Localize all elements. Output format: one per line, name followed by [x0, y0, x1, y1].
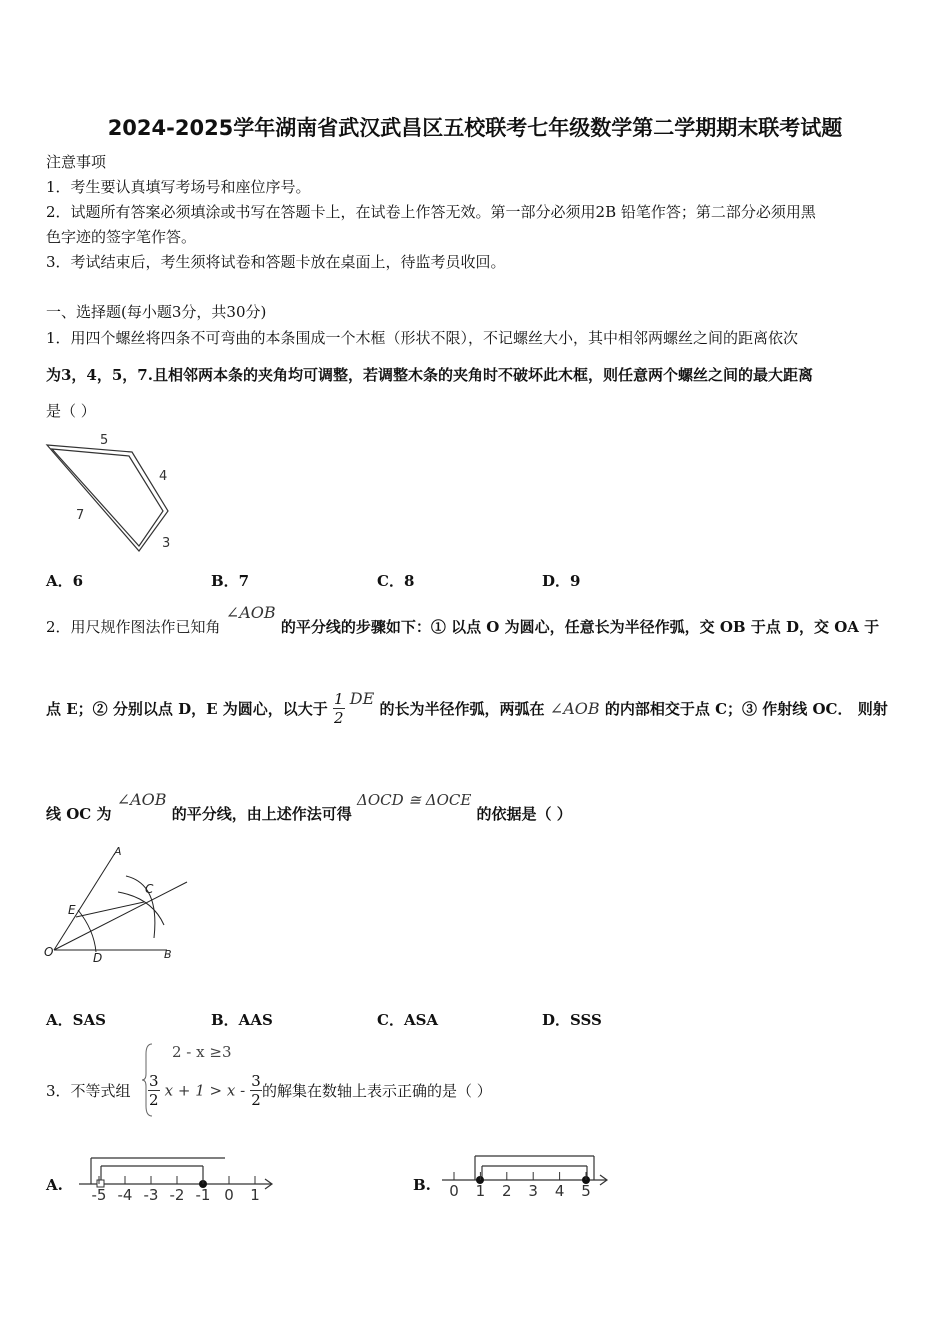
q2-line3-mid: 的平分线，由上述作法可得 — [171, 805, 352, 823]
q1-option-b[interactable]: B．7 — [211, 572, 250, 590]
q2-half-fraction — [333, 690, 345, 727]
q1-figure — [40, 425, 190, 560]
q2-option-c[interactable]: C．ASA — [377, 1011, 439, 1029]
q2-half-num: 1 — [334, 690, 344, 708]
q2-line2-post: 的内部相交于点 C；③ 作射线 OC． 则射 — [604, 700, 888, 718]
q2-label-e: E — [68, 903, 76, 917]
q3-post: 的解集在数轴上表示正确的是（ ） — [262, 1082, 492, 1100]
q2-label-o: O — [44, 945, 54, 959]
q1-line1: 1．用四个螺丝将四条不可弯曲的本条围成一个木框（形状不限），不记螺丝大小，其中相邻两螺丝之间的距离依次 — [46, 329, 799, 347]
q3-ineq2 — [148, 1072, 262, 1109]
q3-pre: 3．不等式组 — [46, 1082, 131, 1100]
q1-frame-inner — [52, 449, 163, 546]
note-item-3: 3．考试结束后，考生须将试卷和答题卡放在桌面上，待监考员收回。 — [46, 253, 506, 271]
q2-line3-post: 的依据是（ ） — [476, 805, 572, 823]
axis-a-tick-label: -1 — [195, 1186, 211, 1204]
q2-line1-post: 的平分线的步骤如下：① 以点 O 为圆心，任意长为半径作弧，交 OB 于点 D，交 OA 于 — [280, 618, 880, 636]
q1-label-bottom: 3 — [162, 536, 171, 551]
note-item-2b: 色字迹的签字笔作答。 — [46, 228, 197, 246]
q2-de: DE — [349, 689, 375, 708]
q1-frame-outer — [47, 445, 171, 551]
q2-line2-mid: 的长为半径作弧，两弧在 — [379, 700, 545, 718]
ray-oa — [54, 853, 115, 950]
q3-ineq2-mid: x + 1 > x - — [164, 1081, 246, 1100]
q1-option-c[interactable]: C．8 — [377, 572, 415, 590]
note-item-1: 1．考生要认真填写考场号和座位序号。 — [46, 178, 311, 196]
q2-angle-1: ∠AOB — [225, 603, 276, 622]
q2-label-c: C — [145, 882, 154, 896]
q3-numberline-b[interactable] — [440, 1150, 615, 1205]
q2-option-a[interactable]: A．SAS — [46, 1011, 106, 1029]
q2-angle-2: ∠AOB — [549, 699, 600, 718]
q2-label-b: B — [164, 948, 172, 961]
q2-congruence: ΔOCD ≅ ΔOCE — [357, 791, 472, 809]
axis-b-tick-label: 0 — [449, 1182, 459, 1200]
q3-frac-2 — [250, 1072, 262, 1109]
q3-frac-2-num: 3 — [251, 1072, 261, 1090]
section-heading: 一、选择题(每小题3分，共30分) — [46, 303, 267, 321]
page-title: 2024-2025学年湖南省武汉武昌区五校联考七年级数学第二学期期末联考试题 — [107, 116, 843, 140]
q1-option-a[interactable]: A．6 — [46, 572, 84, 590]
axis-a-tick-label: 0 — [224, 1186, 234, 1204]
q1-label-right: 4 — [159, 469, 168, 484]
q2-label-d: D — [93, 951, 103, 965]
axis-b-tick-label: 5 — [581, 1182, 591, 1200]
axis-b-tick-label: 3 — [528, 1182, 538, 1200]
notes-heading: 注意事项 — [46, 153, 107, 171]
q2-half-den: 2 — [334, 709, 344, 727]
q3-numberline-a[interactable] — [75, 1150, 280, 1205]
q2-line3-pre: 线 OC 为 — [46, 805, 112, 823]
axis-b-tick-label: 2 — [502, 1182, 512, 1200]
axis-b-tick-label: 1 — [475, 1182, 486, 1200]
axis-a-tick-label: -2 — [169, 1186, 185, 1204]
q1-option-d[interactable]: D．9 — [542, 572, 581, 590]
q1-line2: 为3，4，5，7.且相邻两本条的夹角均可调整，若调整木条的夹角时不破坏此木框，则任意两个螺丝之间的最大距离 — [46, 366, 813, 384]
q2-line2 — [46, 690, 888, 727]
q3-frac-1-num: 3 — [149, 1072, 159, 1090]
q2-line2-pre: 点 E；② 分别以点 D，E 为圆心，以大于 — [46, 700, 328, 718]
axis-b-tick-label: 4 — [554, 1182, 565, 1200]
q2-angle-3: ∠AOB — [116, 790, 167, 809]
q2-option-b[interactable]: B．AAS — [211, 1011, 273, 1029]
q2-option-d[interactable]: D．SSS — [542, 1011, 602, 1029]
q3-option-a[interactable]: A. — [46, 1176, 63, 1194]
q3-frac-1-den: 2 — [149, 1091, 159, 1109]
q2-line1-pre: 2．用尺规作图法作已知角 — [46, 618, 221, 636]
axis-a-tick-label: -5 — [91, 1186, 107, 1204]
q2-label-a: A — [114, 845, 122, 858]
q3-frac-1 — [148, 1072, 160, 1109]
q3-ineq1: 2 - x ≥3 — [172, 1043, 232, 1061]
q3-option-b[interactable]: B. — [413, 1176, 431, 1194]
axis-a-tick-label: -3 — [143, 1186, 159, 1204]
q1-line3: 是（ ） — [46, 402, 96, 420]
q2-line3 — [46, 790, 572, 824]
axis-a-tick-label: -4 — [117, 1186, 133, 1204]
q3-frac-2-den: 2 — [251, 1091, 261, 1109]
q1-label-left: 7 — [76, 508, 85, 523]
note-item-2a: 2．试题所有答案必须填涂或书写在答题卡上，在试卷上作答无效。第一部分必须用2B 铅笔作答；第二部分必须用黑 — [46, 203, 816, 221]
q1-label-top: 5 — [100, 433, 109, 448]
axis-a-tick-label: 1 — [250, 1186, 260, 1204]
q2-line1 — [46, 603, 880, 637]
q2-figure — [40, 840, 200, 970]
